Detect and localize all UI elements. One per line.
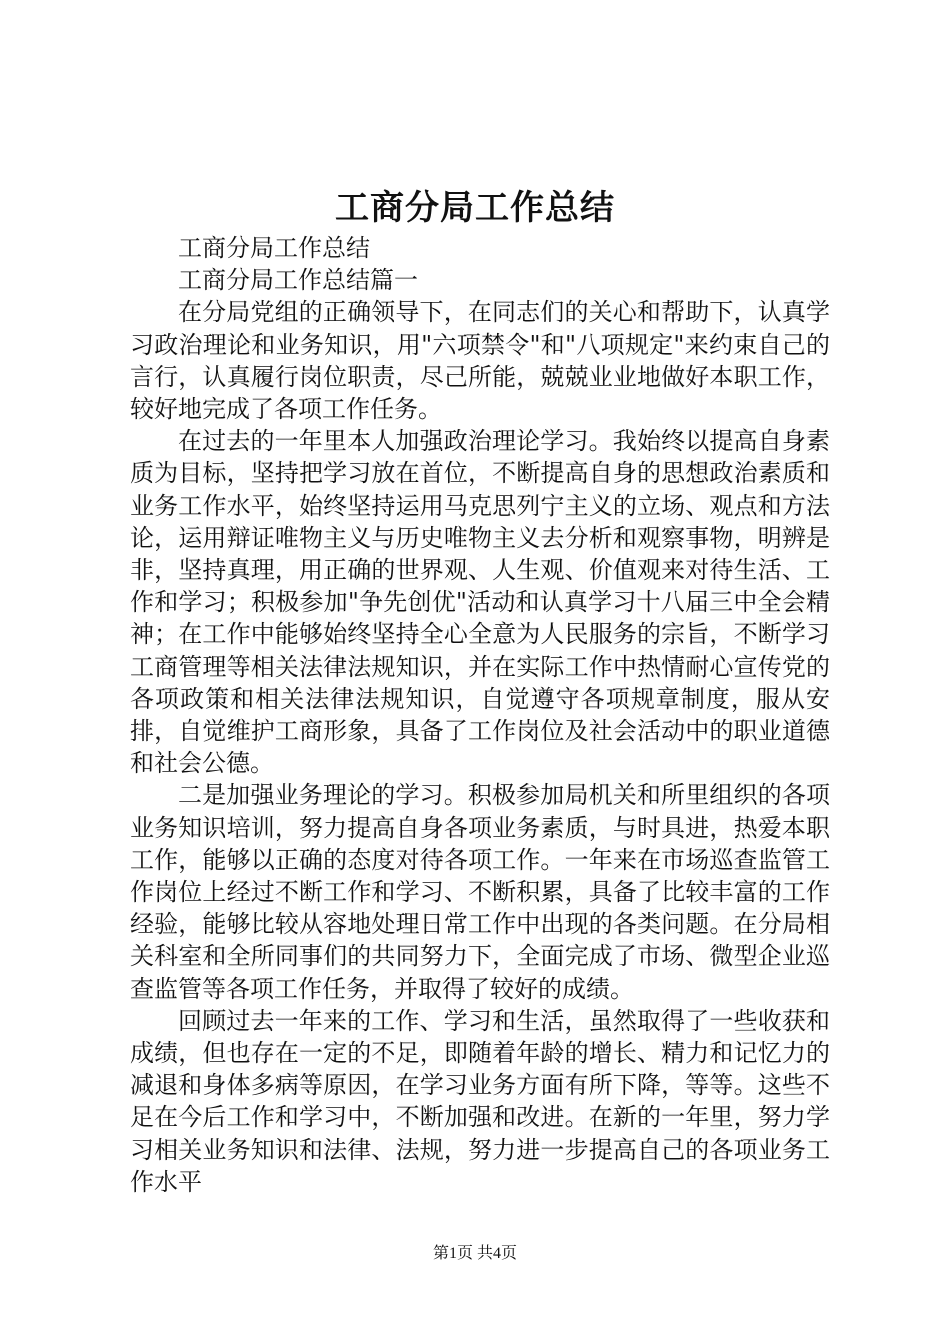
paragraph-political-study: 在过去的一年里本人加强政治理论学习。我始终以提高自身素质为目标，坚持把学习放在首位，不断提高自身的思想政治素质和业务工作水平，始终坚持运用马克思列宁主义的立场、观点和方法论，运用辩证唯物主义与历史唯物主义去分析和观察事物，明辨是非，坚持真理，用正确的世界观、人生观、价值观来对待生活、工作和学习；积极参加"争先创优"活动和认真学习十八届三中全会精神；在工作中能够始终坚持全心全意为人民服务的宗旨，不断学习工商管理等相关法律法规知识，并在实际工作中热情耐心宣传党的各项政策和相关法律法规知识，自觉遵守各项规章制度，服从安排，自觉维护工商形象，具备了工作岗位及社会活动中的职业道德和社会公德。 bbox=[130, 427, 830, 778]
document-body bbox=[130, 232, 830, 1198]
paragraph-heading: 工商分局工作总结 bbox=[178, 234, 370, 262]
page-number-footer: 第1页 共4页 bbox=[432, 1245, 517, 1262]
paragraph-review: 回顾过去一年来的工作、学习和生活，虽然取得了一些收获和成绩，但也存在一定的不足，即随着年龄的增长、精力和记忆力的减退和身体多病等原因，在学习业务方面有所下降，等等。这些不足在今后工作和学习中，不断加强和改进。在新的一年里，努力学习相关业务知识和法律、法规，努力进一步提高自己的各项业务工作水平 bbox=[130, 1006, 830, 1196]
document-title: 工商分局工作总结 bbox=[335, 188, 615, 228]
paragraph-business-study: 二是加强业务理论的学习。积极参加局机关和所里组织的各项业务知识培训，努力提高自身各项业务素质，与时具进，热爱本职工作，能够以正确的态度对待各项工作。一年来在市场巡查监管工作岗位上经过不断工作和学习、不断积累，具备了比较丰富的工作经验，能够比较从容地处理日常工作中出现的各类问题。在分局相关科室和全所同事们的共同努力下，全面完成了市场、微型企业巡查监管等各项工作任务，并取得了较好的成绩。 bbox=[130, 781, 830, 1003]
paragraph-subheading: 工商分局工作总结篇一 bbox=[178, 266, 418, 295]
paragraph-intro: 在分局党组的正确领导下，在同志们的关心和帮助下，认真学习政治理论和业务知识，用"六项禁令"和"八项规定"来约束自己的言行，认真履行岗位职责，尽己所能，兢兢业业地做好本职工作，较好地完成了各项工作任务。 bbox=[130, 298, 830, 424]
